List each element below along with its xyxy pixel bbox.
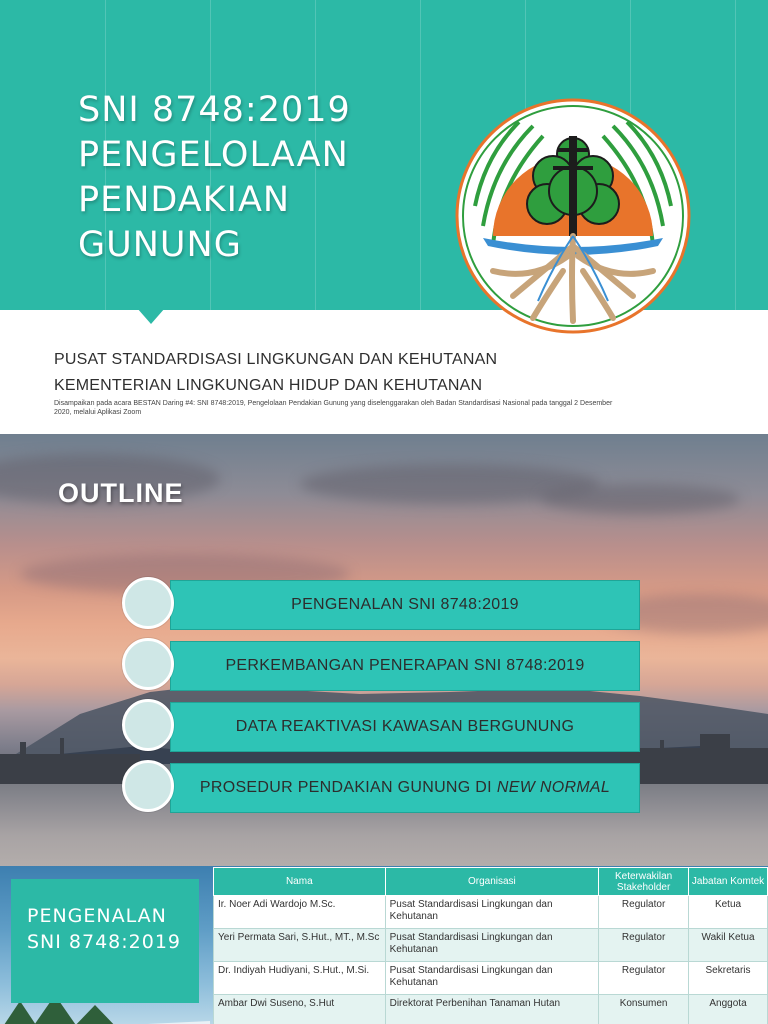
outline-item-italic: NEW NORMAL: [496, 779, 611, 796]
outline-item: [170, 702, 640, 752]
cell-name: Yeri Permata Sari, S.Hut., MT., M.Sc: [214, 929, 386, 962]
cloud: [540, 484, 740, 514]
column-header: Keterwakilan Stakeholder: [599, 868, 689, 896]
column-header: Jabatan Komtek: [689, 868, 768, 896]
ministry-logo-icon: [453, 96, 693, 336]
table-row: [214, 929, 768, 962]
outline-slide: [0, 434, 768, 866]
header-notch: [137, 308, 165, 324]
slide-title: [78, 88, 418, 268]
table-header-row: [214, 868, 768, 896]
cell-name: Ir. Noer Adi Wardojo M.Sc.: [214, 896, 386, 929]
column-header: Organisasi: [385, 868, 599, 896]
title-line: GUNUNG: [78, 225, 242, 265]
committee-table: [213, 867, 768, 1024]
outline-bullet-icon: [122, 699, 174, 751]
subtitle-line: KEMENTERIAN LINGKUNGAN HIDUP DAN KEHUTANAN: [54, 377, 483, 394]
column-header: Nama: [214, 868, 386, 896]
cell-stakeholder: Regulator: [599, 896, 689, 929]
outline-title: OUTLINE: [58, 478, 184, 508]
event-note: Disampaikan pada acara BESTAN Daring #4: SNI 8748:2019, Pengelolaan Pendakian Gunung yang diselenggarakan oleh Badan Standardisasi Nasional pada tanggal 2 Desember 2020, melalui Aplikasi Zoom: [54, 400, 613, 416]
outline-item-text: PERKEMBANGAN PENERAPAN SNI 8748:2019: [225, 657, 585, 674]
subtitle-line: PUSAT STANDARDISASI LINGKUNGAN DAN KEHUTANAN: [54, 351, 498, 368]
cell-name: Ambar Dwi Suseno, S.Hut: [214, 995, 386, 1024]
cell-organization: Pusat Standardisasi Lingkungan dan Kehutanan: [385, 929, 599, 962]
cell-position: Wakil Ketua: [689, 929, 768, 962]
title-line: SNI 8748:2019: [78, 90, 351, 130]
section-title-line: PENGENALAN: [27, 905, 167, 927]
title-line: PENGELOLAAN: [78, 135, 349, 175]
cell-stakeholder: Regulator: [599, 929, 689, 962]
cell-position: Sekretaris: [689, 962, 768, 995]
outline-bullet-icon: [122, 577, 174, 629]
cell-stakeholder: Konsumen: [599, 995, 689, 1024]
outline-bullet-icon: [122, 760, 174, 812]
outline-item: [170, 580, 640, 630]
cell-organization: Pusat Standardisasi Lingkungan dan Kehutanan: [385, 962, 599, 995]
table-row: [214, 896, 768, 929]
cell-position: Ketua: [689, 896, 768, 929]
organizer-lines: [54, 347, 497, 399]
outline-item-text: PENGENALAN SNI 8748:2019: [291, 596, 519, 613]
outline-item: [170, 763, 640, 813]
cell-stakeholder: Regulator: [599, 962, 689, 995]
outline-bullet-icon: [122, 638, 174, 690]
outline-item-text: DATA REAKTIVASI KAWASAN BERGUNUNG: [235, 718, 575, 735]
table-row: [214, 962, 768, 995]
title-slide: [0, 0, 768, 434]
section-title-box: [11, 879, 199, 1003]
table-row: [214, 995, 768, 1024]
cell-name: Dr. Indiyah Hudiyani, S.Hut., M.Si.: [214, 962, 386, 995]
section-title-line: SNI 8748:2019: [27, 931, 182, 953]
committee-slide: [0, 866, 768, 1024]
cell-organization: Direktorat Perbenihan Tanaman Hutan: [385, 995, 599, 1024]
outline-item: [170, 641, 640, 691]
cell-position: Anggota: [689, 995, 768, 1024]
section-title: [27, 903, 181, 955]
title-line: PENDAKIAN: [78, 180, 291, 220]
outline-item-text: PROSEDUR PENDAKIAN GUNUNG DI: [199, 779, 492, 796]
cell-organization: Pusat Standardisasi Lingkungan dan Kehutanan: [385, 896, 599, 929]
